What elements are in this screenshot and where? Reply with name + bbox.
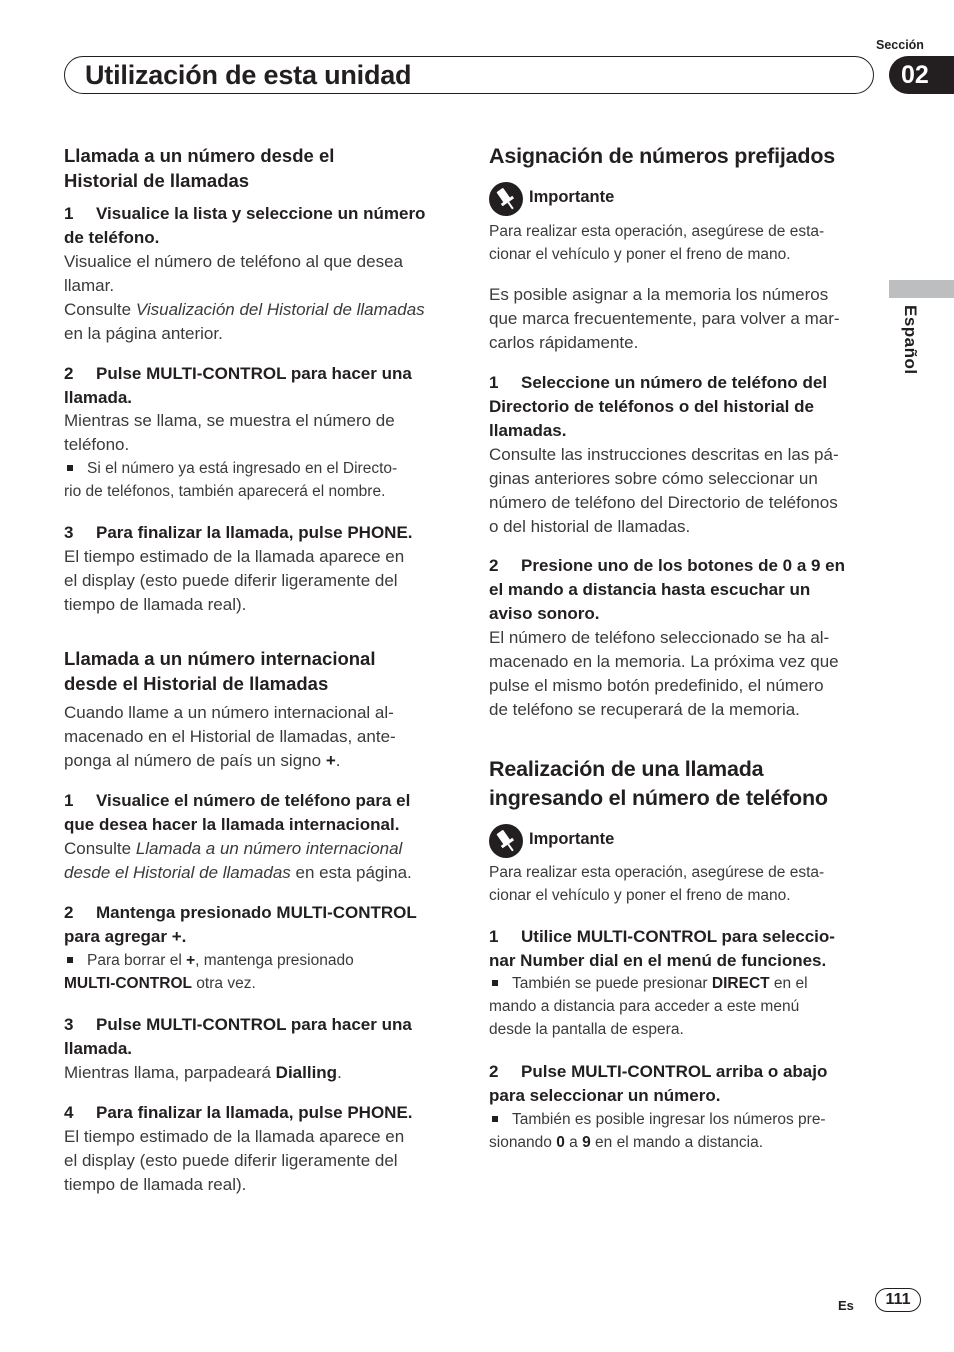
step-body: El tiempo estimado de la llamada aparece en el display (esto puede diferir ligeramente del tiempo de llamada real). — [64, 1127, 405, 1194]
step-heading: 2 Pulse MULTI-CONTROL arriba o abajo para seleccionar un número. — [489, 1062, 828, 1105]
step-body: Consulte las instrucciones descritas en las pá- ginas anteriores sobre cómo seleccionar un número de teléfono del Directorio de teléfonos o del historial de llamadas. — [489, 445, 839, 536]
important-icon — [489, 824, 523, 858]
important-label: Importante — [529, 188, 615, 206]
page-title-box — [64, 56, 874, 94]
step-body: Consulte Llamada a un número internacional desde el Historial de llamadas en esta página. — [64, 839, 412, 882]
step-body: El número de teléfono seleccionado se ha al- macenado en la memoria. La próxima vez que pulse el mismo botón predefinido, el número de teléfono se recuperará de la memoria. — [489, 628, 839, 719]
step-heading: 3 Pulse MULTI-CONTROL para hacer una llamada. — [64, 1015, 412, 1058]
section-number-badge: 02 — [889, 56, 954, 94]
section-label: Sección — [876, 38, 924, 52]
bullet-square-icon — [67, 957, 73, 963]
step-body: Visualice el número de teléfono al que desea llamar. Consulte Visualización del Historial de llamadas en la página anterior. — [64, 252, 425, 343]
step-heading: 2 Pulse MULTI-CONTROL para hacer una llamada. — [64, 364, 412, 407]
note-bullet: Para borrar el +, mantenga presionado MULTI-CONTROL otra vez. — [64, 952, 354, 992]
bullet-square-icon — [67, 465, 73, 471]
step-heading: 2 Presione uno de los botones de 0 a 9 en el mando a distancia hasta escuchar un aviso sonoro. — [489, 556, 846, 623]
section-heading: Llamada a un número desde el Historial de llamadas — [64, 145, 335, 191]
step-heading: 1 Utilice MULTI-CONTROL para seleccio- nar Number dial en el menú de funciones. — [489, 927, 835, 970]
step-body: Mientras llama, parpadeará Dialling. — [64, 1063, 342, 1082]
page-number: 111 — [875, 1288, 921, 1312]
step-heading: 2 Mantenga presionado MULTI-CONTROL para agregar +. — [64, 903, 417, 946]
step-body: El tiempo estimado de la llamada aparece en el display (esto puede diferir ligeramente del tiempo de llamada real). — [64, 547, 405, 614]
note-bullet: Si el número ya está ingresado en el Directo- rio de teléfonos, también aparecerá el nombre. — [64, 460, 398, 500]
section-heading: Asignación de números prefijados — [489, 144, 836, 168]
step-heading: 1 Seleccione un número de teléfono del Directorio de teléfonos o del historial de llamadas. — [489, 373, 828, 440]
step-body: Mientras se llama, se muestra el número de teléfono. — [64, 411, 395, 454]
step-heading: 1 Visualice la lista y seleccione un número de teléfono. — [64, 204, 426, 247]
footer-language-code: Es — [838, 1298, 854, 1313]
page-title: Utilización de esta unidad — [85, 60, 412, 90]
bullet-square-icon — [492, 980, 498, 986]
bullet-square-icon — [492, 1116, 498, 1122]
important-label: Importante — [529, 830, 615, 848]
section-heading: Llamada a un número internacional desde el Historial de llamadas — [64, 648, 376, 694]
important-icon — [489, 182, 523, 216]
language-tab-bar — [889, 280, 954, 298]
step-heading: 4 Para finalizar la llamada, pulse PHONE. — [64, 1103, 413, 1122]
section-intro: Es posible asignar a la memoria los números que marca frecuentemente, para volver a mar- carlos rápidamente. — [489, 285, 840, 352]
section-intro: Cuando llame a un número internacional al- macenado en el Historial de llamadas, ante- ponga al número de país un signo +. — [64, 703, 396, 770]
note-bullet: También se puede presionar DIRECT en el mando a distancia para acceder a este menú desde la pantalla de espera. — [489, 975, 808, 1038]
step-heading: 3 Para finalizar la llamada, pulse PHONE. — [64, 523, 413, 542]
important-body: Para realizar esta operación, asegúrese de esta- cionar el vehículo y poner el freno de mano. — [489, 864, 825, 904]
note-bullet: También es posible ingresar los números pre- sionando 0 a 9 en el mando a distancia. — [489, 1111, 826, 1151]
important-body: Para realizar esta operación, asegúrese de esta- cionar el vehículo y poner el freno de mano. — [489, 223, 825, 263]
language-tab-label: Español — [901, 305, 920, 375]
step-heading: 1 Visualice el número de teléfono para el que desea hacer la llamada internacional. — [64, 791, 411, 834]
section-heading: Realización de una llamada ingresando el número de teléfono — [489, 757, 828, 810]
